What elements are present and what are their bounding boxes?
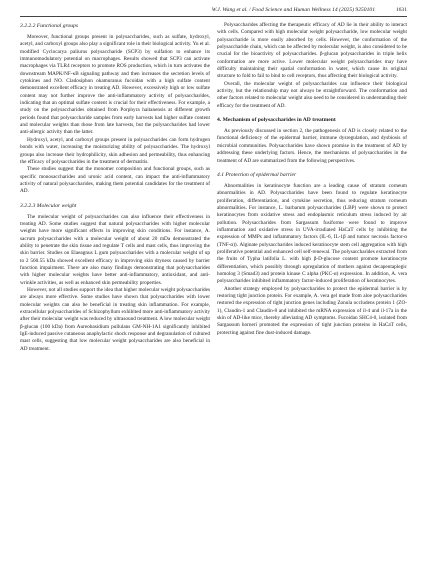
- paragraph: Hydroxyl, acetyl, and carboxyl groups present in polysaccharides can form hydrogen bonds with water, increasing the moisturizing ability of polysaccharides. The hydroxyl groups also increase their hydrophilicity, skin adhesion and permeability, thus enhancing the efficacy of polysaccharides in the treatment of dermatitis.: [20, 136, 210, 165]
- section-heading-functional-groups: 3.2.2.2 Functional groups: [20, 23, 79, 29]
- page-number: 1631: [395, 7, 407, 13]
- section-heading-molecular-weight: 3.2.2.3 Molecular weight: [20, 202, 77, 209]
- paragraph: Another strategy employed by polysaccharides to protect the epidermal barrier is by restoring tight junction protein. For example, A. vera gel made from aloe polysaccharides restored the expression of tight junction genes including Zonula occludens protein 1 (ZO-1), Claudin-1 and Claudin-8 and inhibited the mRNA expression of il-4 and il-17a in the skin of AD-like mice, thereby alleviating AD symptoms. Fucoidan SHC4-0, isolated from Sargassum horneri promoted the expression of tight junction proteins in HaCaT cells, protecting against fine dust-induced damage.: [217, 285, 407, 336]
- right-column: [217, 22, 407, 562]
- paragraph: The molecular weight of polysaccharides can also influence their effectiveness in treating AD. Some studies suggest that natural polysaccharides with higher molecular weights have more significant effects in improving skin conditions. For instance, A. sacrum polysaccharides with a molecular weight of about 20 mDa demonstrated the ability to penetrate the skin tissue and regulate T cells and mast cells, thus improving the skin barrier. Studies on Elaeagnus L gum polysaccharides with a molecular weight of up to 2 560.55 kDa showed excellent efficacy in improving skin dryness caused by barrier function impairment. There are also many findings demonstrating that polysaccharides with higher molecular weights have better anti-inflammatory, antioxidant, and anti-wrinkle activities, as well as enhanced skin permeability properties.: [20, 213, 210, 286]
- section-heading-mechanism: 4. Mechanism of polysaccharides in AD treatment: [217, 117, 336, 124]
- header-rule: [20, 16, 407, 17]
- paragraph: Moreover, functional groups present in polysaccharides, such as sulfate, hydroxyl, acetyl, and carboxyl groups also play a significant role in their biological activity. Yu et al. modified Cyclocarya paliurus polysaccharide (SCP3) by sulfation to enhance its immunomodulatory potential on macrophages. Results showed that SCP3 can activate macrophages via TLR4 receptors to promote ROS production, which in turn activates the downstream MAPK/NF-κB signaling pathway and then increases the secretion levels of cytokines and NO. Cladosiphon okamuranus fucoidan with a high sulfate content demonstrated excellent efficacy in treating AD. However, excessively high or low sulfate content may not further improve the anti-inflammatory activity of polysaccharides, indicating that an optimal sulfate content is crucial for their effectiveness. For example, a study on the polysaccharides obtained from Porphyra haitanensis at different growth periods found that polysaccharide samples from early harvests had higher sulfate content and molecular weights than those from late harvests, but the polysaccharides had lower anti-allergic activity than the latter.: [20, 34, 210, 136]
- paragraph: Abnormalities in keratinocyte function are a leading cause of stratum corneum abnormalities in AD. Polysaccharides have been found to regulate keratinocyte proliferation, differentiation, and cytokine secretion, thus reducing stratum corneum abnormalities. For instance, L. barbarum polysaccharides (LBP) were shown to protect keratinocytes from oxidative stress and endoplasmic reticulum stress induced by air pollution. Polysaccharides from Sargassum fusiforme were found to improve inflammation and oxidative stress in UVA-irradiated HaCaT cells by inhibiting the expression of MMPs and inflammatory factors (IL-6, IL-1β and tumor necrosis factor-α (TNF-α)). Alginate polysaccharides induced keratinocyte stem cell aggregation with high proliferative potential and enhanced cell self-renewal. The polysaccharides extracted from the fruits of Typha latifolia L. with high β-D-glucose content promote keratinocyte differentiation, which possibly through upregulation of mothers against decapentaplegic homolog 3 (Smad3) and protein kinase C alpha (PKC-α) expression. In addition, A. vera polysaccharides inhibited inflammatory factor-induced proliferation of keratinocytes.: [217, 182, 407, 285]
- journal-citation: W.J. Wang et al. / Food Science and Human Wellness 14 (2025) 9250101: [211, 7, 375, 13]
- left-column: [20, 22, 210, 562]
- section-heading-epidermal-barrier: 4.1 Protection of epidermal barrier: [217, 171, 297, 178]
- paragraph: Overall, the molecular weight of polysaccharides can influence their biological activity, but the relationship may not always be straightforward. The conformation and other factors related to molecular weight also need to be considered in understanding their efficacy for the treatment of AD.: [217, 80, 407, 109]
- paragraph: These studies suggest that the monomer composition and functional groups, such as specific monosaccharides and uronic acid content, can impact the anti-inflammatory activity of natural polysaccharides, making them potential candidates for the treatment of AD.: [20, 166, 210, 195]
- paragraph: However, not all studies support the idea that higher molecular weight polysaccharides are always more effective. Some studies have shown that polysaccharides with lower molecular weights can also be beneficial in treating skin inflammation. For example, extracellular polysaccharides of Schizophyllum exhibited more anti-inflammatory activity after their molecular weight was reduced by ultrasound treatment. A low molecular weight β-glucan (100 kDa) from Aureobasidium pullulans GM-NH-1A1 significantly inhibited IgE-induced passive cutaneous anaphylactic shock response and degranulation of cultured mast cells, suggesting that low molecular weight polysaccharides are also beneficial in AD treatment.: [20, 287, 210, 352]
- paragraph: Polysaccharides affecting the therapeutic efficacy of AD lie in their ability to interact with cells. Compared with high molecular weight polysaccharide, low molecular weight polysaccharide is more easily absorbed by cells. However, the conformation of the polysaccharide chain, which can be affected by molecular weight, is also considered to be crucial for the bioactivity of polysaccharides. β-glucan polysaccharides in triple helix conformation are more active. Lower molecular weight polysaccharides may have difficulty maintaining their spatial conformation in water, which cause its original structure to fold to fail to bind to cell receptors, thus affecting their biological activity.: [217, 22, 407, 80]
- paragraph: As previously discussed in section 2, the pathogenesis of AD is closely related to the functional deficiency of the epidermal barrier, immune dysregulation, and dysbiosis of microbial communities. Polysaccharides have shown promise in the treatment of AD by addressing these underlying factors. Hence, the mechanisms of polysaccharides in the treatment of AD are summarized from the following perspectives.: [217, 128, 407, 164]
